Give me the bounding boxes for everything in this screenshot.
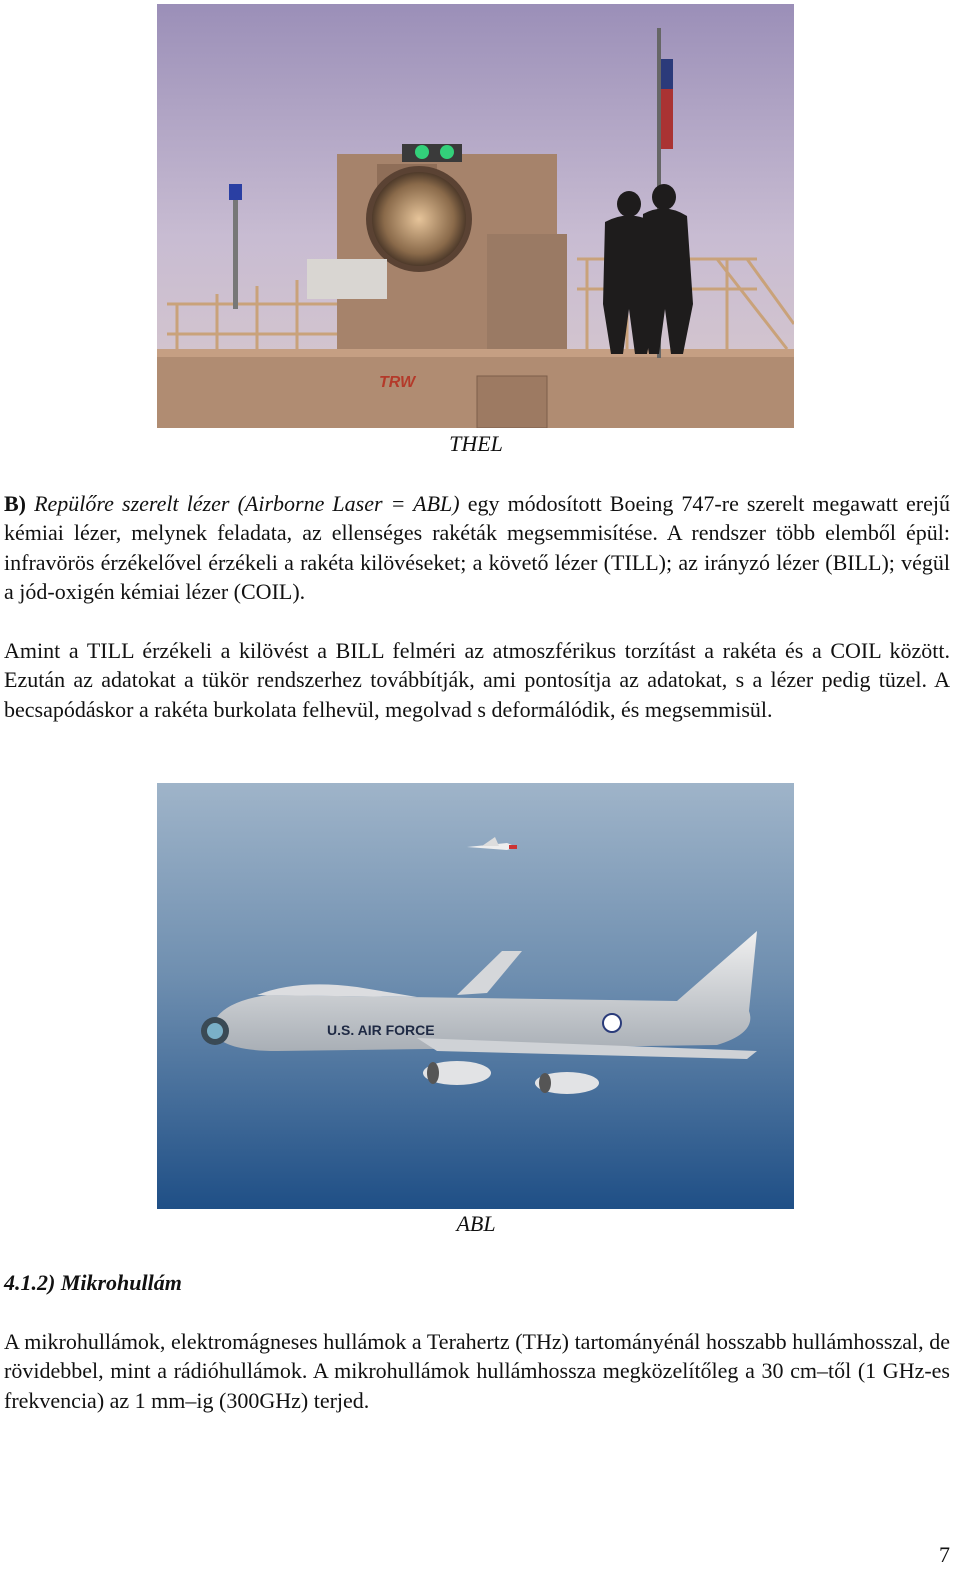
- abl-text: egy módosított Boeing 747-re szerelt megawatt erejű kémiai lézer, melynek feladata, az ellenséges rakéták megsemmisítése. A rendszer több elemből épül: infravörös érzékelővel érzékeli a rakéta kilövéseket; a követő lézer (TILL); az irányzó lézer (BILL); végül a jód-oxigén kémiai lézer (COIL).: [4, 491, 950, 604]
- till-paragraph: Amint a TILL érzékeli a kilövést a BILL felméri az atmoszférikus torzítást a rakéta és a COIL között. Ezután az adatokat a tükör rendszerhez továbbítják, ami pontosítja az adatokat, s a lézer pedig tüzel. A becsapódáskor a rakéta burkolata felhevül, megolvad s deformálódik, és megsemmisül.: [4, 638, 950, 722]
- microwave-paragraph: A mikrohullámok, elektromágneses hullámok a Terahertz (THz) tartományénál hosszabb hullámhosszal, de rövidebbel, mint a rádióhullámok. A mikrohullámok hullámhossza megközelítőleg a 30 cm–től (1 GHz-es frekvencia) az 1 mm–ig (300GHz) terjed.: [4, 1329, 950, 1413]
- abl-caption: ABL: [456, 1211, 496, 1236]
- abl-photo: [157, 783, 794, 1209]
- thel-caption: THEL: [449, 431, 503, 456]
- section-heading: 4.1.2) Mikrohullám: [4, 1270, 182, 1295]
- aircraft-marking: U.S. AIR FORCE: [327, 1022, 435, 1038]
- page-number: 7: [939, 1542, 950, 1567]
- abl-label: B): [4, 491, 26, 516]
- abl-paragraph: [4, 489, 950, 606]
- thel-photo: [157, 4, 794, 428]
- abl-term: Repülőre szerelt lézer (Airborne Laser = ABL): [34, 491, 460, 516]
- svg-text:TRW: TRW: [379, 374, 416, 391]
